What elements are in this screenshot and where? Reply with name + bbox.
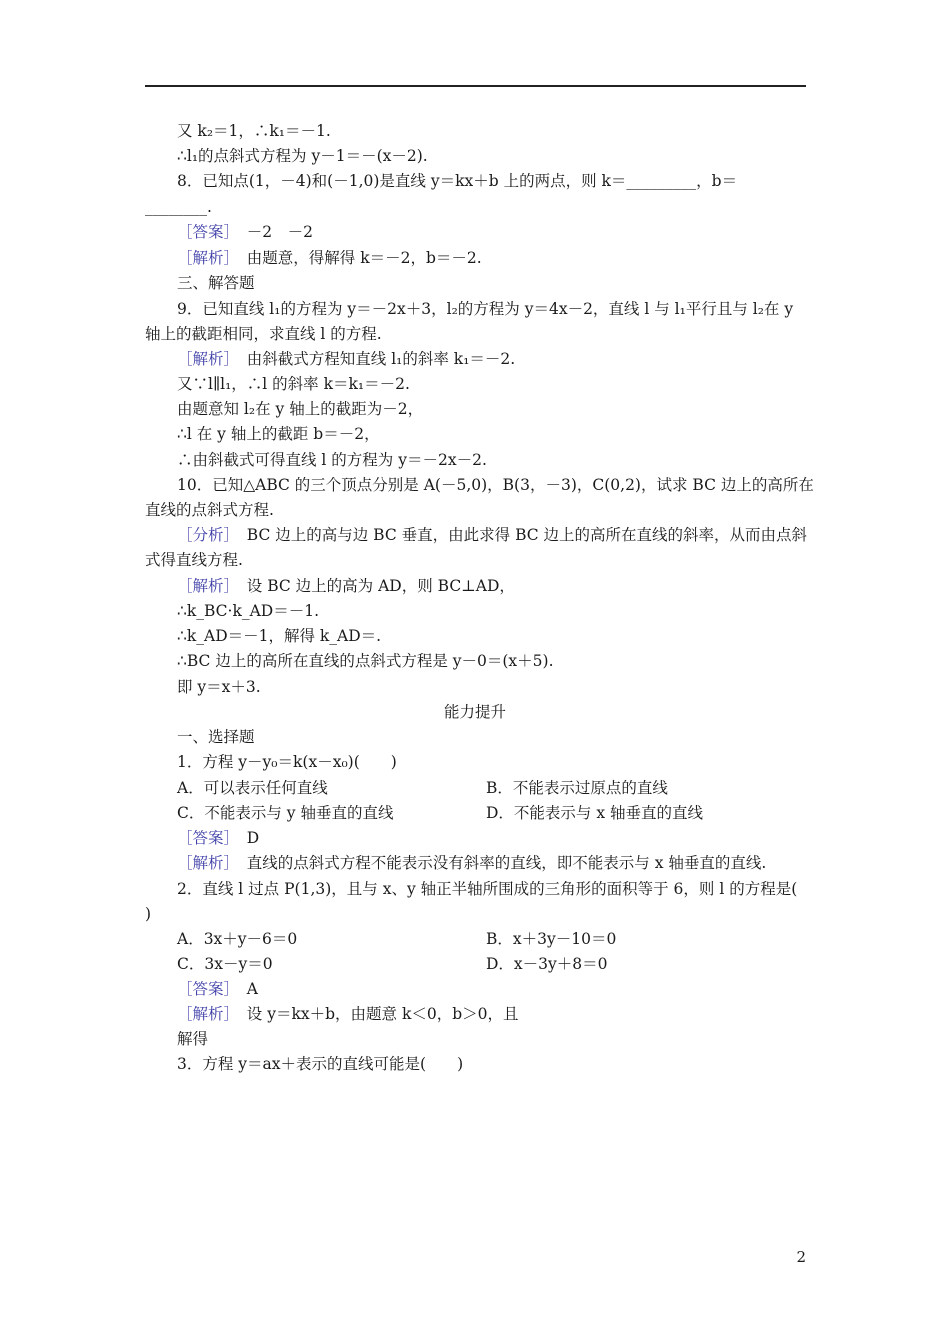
text-line — [486, 803, 703, 823]
line-text: 即 y＝x＋3. — [177, 678, 261, 696]
text-line — [486, 778, 668, 798]
answer-tag: ［解析］ — [177, 249, 232, 267]
answer-tag: ［解析］ — [177, 854, 232, 872]
answer-tag: ［答案］ — [177, 223, 232, 241]
line-text: D — [246, 829, 260, 847]
line-text: ∴k_BC·k_AD＝－1. — [177, 602, 320, 620]
line-text: 由题意，得解得 k＝－2，b＝－2. — [246, 249, 482, 267]
text-line — [177, 1054, 463, 1074]
page-number: 2 — [796, 1248, 806, 1266]
text-line — [177, 525, 807, 545]
text-line — [177, 601, 319, 621]
line-text: C．不能表示与 y 轴垂直的直线 — [177, 804, 394, 822]
text-line — [177, 399, 423, 419]
line-text: 又∵l∥l₁，∴l 的斜率 k＝k₁＝－2. — [177, 375, 410, 393]
line-text: B．x＋3y－10＝0 — [486, 930, 617, 948]
text-line — [177, 879, 797, 899]
text-line — [177, 1029, 208, 1049]
line-text: A．3x＋y－6＝0 — [177, 930, 298, 948]
text-line — [177, 222, 313, 242]
text-line — [177, 146, 428, 166]
line-text: 9．已知直线 l₁的方程为 y＝－2x＋3，l₂的方程为 y＝4x－2，直线 l 与 l₁平行且与 l₂在 y — [177, 300, 794, 318]
answer-tag: ［解析］ — [177, 577, 232, 595]
text-line — [177, 171, 737, 191]
line-text: 8．已知点(1，－4)和(－1,0)是直线 y＝kx＋b 上的两点，则 k＝_________，b＝ — [177, 172, 738, 190]
answer-tag: ［分析］ — [177, 526, 232, 544]
text-line — [177, 853, 766, 873]
text-line — [486, 929, 616, 949]
line-text: 式得直线方程. — [145, 551, 243, 569]
text-line — [486, 954, 608, 974]
line-text: ∴l 在 y 轴上的截距 b＝－2， — [177, 425, 380, 443]
line-text: D．不能表示与 x 轴垂直的直线 — [486, 804, 704, 822]
line-text: ________. — [145, 198, 212, 216]
line-text: ∴BC 边上的高所在直线的点斜式方程是 y－0＝(x＋5). — [177, 652, 554, 670]
line-text: B．不能表示过原点的直线 — [486, 779, 668, 797]
text-line — [177, 273, 255, 293]
line-text: D．x－3y＋8＝0 — [486, 955, 608, 973]
text-line — [145, 197, 212, 217]
line-text: ) — [145, 905, 152, 923]
answer-tag: ［答案］ — [177, 829, 232, 847]
text-line — [177, 121, 331, 141]
line-text: 1．方程 y－y₀＝k(x－x₀)( ) — [177, 753, 397, 771]
line-text: 设 y＝kx＋b，由题意 k＜0，b＞0，且 — [246, 1005, 519, 1023]
line-text: C．3x－y＝0 — [177, 955, 273, 973]
text-line — [177, 677, 261, 697]
text-line — [177, 727, 255, 747]
line-text: 2．直线 l 过点 P(1,3)，且与 x、y 轴正半轴所围成的三角形的面积等于 6，则 l 的方程是( — [177, 880, 798, 898]
line-text: 直线的点斜式方程不能表示没有斜率的直线，即不能表示与 x 轴垂直的直线. — [246, 854, 767, 872]
answer-tag: ［解析］ — [177, 350, 232, 368]
line-text: BC 边上的高与边 BC 垂直，由此求得 BC 边上的高所在直线的斜率，从而由点斜 — [246, 526, 808, 544]
text-line — [177, 752, 397, 772]
line-text: ∴由斜截式可得直线 l 的方程为 y＝－2x－2. — [177, 451, 487, 469]
line-text: ∴k_AD＝－1，解得 k_AD＝. — [177, 627, 382, 645]
line-text: 解得 — [177, 1030, 209, 1048]
text-line — [177, 248, 482, 268]
text-line — [177, 651, 554, 671]
text-line — [177, 424, 380, 444]
line-text: 一、选择题 — [177, 728, 255, 746]
text-line — [177, 475, 814, 495]
line-text: 轴上的截距相同，求直线 l 的方程. — [145, 325, 382, 343]
text-line — [145, 550, 243, 570]
line-text: －2 －2 — [246, 223, 314, 241]
text-line — [145, 904, 151, 924]
text-line — [177, 450, 487, 470]
header-rule — [145, 85, 806, 87]
line-text: 三、解答题 — [177, 274, 255, 292]
text-line — [177, 299, 793, 319]
text-line — [177, 929, 297, 949]
line-text: A — [246, 980, 258, 998]
line-text: 3．方程 y＝ax＋表示的直线可能是( ) — [177, 1055, 464, 1073]
line-text: 由题意知 l₂在 y 轴上的截距为－2， — [177, 400, 424, 418]
text-line — [145, 500, 274, 520]
answer-tag: ［解析］ — [177, 1005, 232, 1023]
text-line — [177, 954, 273, 974]
line-text: 设 BC 边上的高为 AD，则 BC⊥AD， — [246, 577, 515, 595]
line-text: 直线的点斜式方程. — [145, 501, 274, 519]
line-text: 又 k₂＝1，∴k₁＝－1. — [177, 122, 331, 140]
text-line — [177, 1004, 519, 1024]
text-line — [177, 576, 515, 596]
section-title: 能力提升 — [443, 703, 506, 721]
text-line — [177, 349, 515, 369]
text-line — [177, 374, 410, 394]
line-text: A．可以表示任何直线 — [177, 779, 328, 797]
text-line — [177, 828, 259, 848]
line-text: ∴l₁的点斜式方程为 y－1＝－(x－2). — [177, 147, 428, 165]
line-text: 由斜截式方程知直线 l₁的斜率 k₁＝－2. — [246, 350, 516, 368]
text-line — [177, 803, 393, 823]
text-line — [177, 778, 328, 798]
text-line — [177, 979, 258, 999]
line-text: 10．已知△ABC 的三个顶点分别是 A(－5,0)，B(3，－3)，C(0,2)，试求 BC 边上的高所在 — [177, 476, 814, 494]
text-line — [145, 324, 382, 344]
text-line — [177, 626, 381, 646]
answer-tag: ［答案］ — [177, 980, 232, 998]
